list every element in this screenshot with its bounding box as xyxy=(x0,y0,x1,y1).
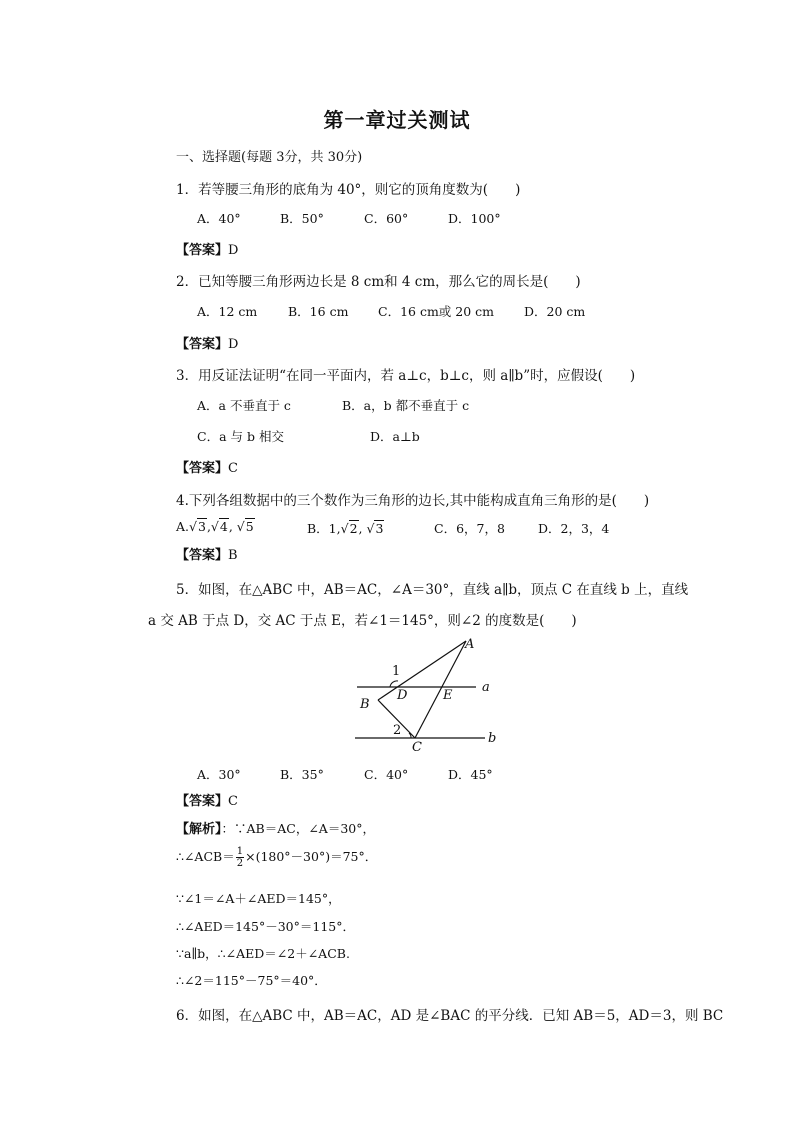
section-heading: 一、选择题(每题 3分，共 30分) xyxy=(176,150,363,165)
q2-option-d: D．20 cm xyxy=(524,304,586,319)
label-D: D xyxy=(397,688,408,703)
label-A: A xyxy=(465,637,475,652)
q5-solution-line3: ∵∠1＝∠A＋∠AED＝145°， xyxy=(176,891,341,906)
q5-option-c: C．40° xyxy=(364,767,409,782)
page-title: 第一章过关测试 xyxy=(323,108,471,132)
question-3-stem: 3．用反证法证明“在同一平面内，若 a⊥c，b⊥c，则 a∥b”时，应假设( ) xyxy=(176,368,636,384)
q4-option-a: A.√3,√4, √5 xyxy=(176,519,254,534)
segment-AC xyxy=(415,641,466,738)
q1-option-b: B．50° xyxy=(280,211,324,226)
label-angle-1: 1 xyxy=(392,664,401,679)
q3-answer: 【答案】C xyxy=(176,461,238,476)
label-C: C xyxy=(412,740,422,755)
label-angle-2: 2 xyxy=(393,723,402,738)
q3-option-b: B．a，b 都不垂直于 c xyxy=(342,398,470,413)
label-B: B xyxy=(360,697,370,712)
q5-option-a: A．30° xyxy=(197,767,241,782)
q3-option-a: A．a 不垂直于 c xyxy=(197,398,291,413)
question-5-stem-line2: a 交 AB 于点 D，交 AC 于点 E，若∠1＝145°，则∠2 的度数是( ) xyxy=(148,613,577,629)
q5-solution-line1: 【解析】：∵AB＝AC，∠A＝30°， xyxy=(176,821,375,837)
q5-figure xyxy=(352,634,512,758)
q5-solution-line6: ∴∠2＝115°－75°＝40°． xyxy=(176,973,327,988)
q5-solution-line2: ∴∠ACB＝ $\frac{1}{2}$ ×(180°－30°)＝75°． xyxy=(176,846,378,869)
q2-option-b: B．16 cm xyxy=(288,304,349,319)
q5-answer: 【答案】C xyxy=(176,794,238,809)
q2-option-c: C．16 cm或 20 cm xyxy=(378,304,495,319)
q4-option-c: C．6，7，8 xyxy=(434,521,505,536)
q5-solution-line4: ∴∠AED＝145°－30°＝115°． xyxy=(176,919,355,934)
q4-option-d: D．2，3，4 xyxy=(538,521,610,536)
q1-answer: 【答案】D xyxy=(176,243,239,258)
question-2-stem: 2．已知等腰三角形两边长是 8 cm和 4 cm，那么它的周长是( ) xyxy=(176,274,581,290)
question-5-stem-line1: 5．如图，在△ABC 中，AB＝AC，∠A＝30°，直线 a∥b，顶点 C 在直线 b 上，直线 xyxy=(176,582,689,598)
label-line-a: a xyxy=(482,680,490,695)
question-6-stem: 6．如图，在△ABC 中，AB＝AC，AD 是∠BAC 的平分线．已知 AB＝5，AD＝3，则 BC xyxy=(176,1008,724,1024)
label-line-b: b xyxy=(488,731,497,746)
q2-option-a: A．12 cm xyxy=(197,304,258,319)
q5-solution-line5: ∵a∥b，∴∠AED＝∠2＋∠ACB. xyxy=(176,946,350,961)
angle-1-arc xyxy=(390,681,398,687)
q3-option-d: D．a⊥b xyxy=(370,429,420,444)
q4-answer: 【答案】B xyxy=(176,548,238,563)
q1-option-d: D．100° xyxy=(448,211,501,226)
q3-option-c: C．a 与 b 相交 xyxy=(197,429,284,444)
q5-option-b: B．35° xyxy=(280,767,324,782)
question-1-stem: 1．若等腰三角形的底角为 40°，则它的顶角度数为( ) xyxy=(176,182,521,198)
q1-option-c: C．60° xyxy=(364,211,409,226)
q4-option-b: B．1,√2, √3 xyxy=(307,521,384,536)
q1-option-a: A．40° xyxy=(197,211,241,226)
label-E: E xyxy=(443,688,453,703)
q2-answer: 【答案】D xyxy=(176,337,239,352)
fraction-one-half: $\frac{1}{2}$ xyxy=(236,846,244,869)
q5-option-d: D．45° xyxy=(448,767,493,782)
triangle-parallel-lines-diagram xyxy=(352,634,512,758)
question-4-stem: 4.下列各组数据中的三个数作为三角形的边长,其中能构成直角三角形的是( ) xyxy=(176,493,650,509)
